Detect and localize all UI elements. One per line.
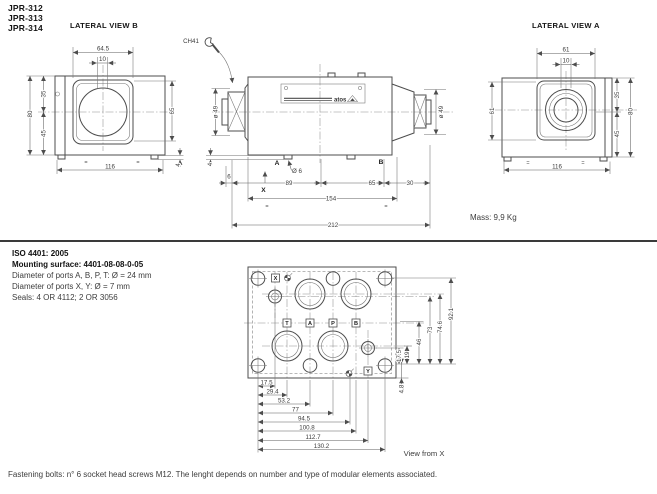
equal-mark: = — [581, 160, 585, 167]
dim-label: 19 — [404, 351, 412, 359]
dim-label: 212 — [327, 222, 339, 230]
dim-label: 73 — [427, 326, 435, 334]
equal-mark: = — [526, 160, 530, 167]
dim-label: 89 — [285, 180, 293, 188]
mounting-surface-code: Mounting surface: 4401-08-08-0-05 — [12, 260, 144, 269]
dim-label: Ø 6 — [292, 168, 302, 175]
dim-label: 116 — [552, 163, 562, 171]
port-label-y: Y — [366, 369, 370, 376]
datum-symbol — [285, 273, 293, 281]
dim-label: 10 — [99, 56, 106, 63]
port-b-label: B — [378, 159, 384, 166]
dim-label: 65 — [368, 180, 376, 188]
dim-label: 10 — [562, 57, 570, 65]
dim-label: 17.5 — [396, 349, 404, 363]
dim-label: 154 — [325, 195, 337, 203]
dim-label: 17.5 — [260, 379, 273, 387]
dim-label: 112.7 — [305, 433, 321, 441]
port-label-a: A — [307, 321, 313, 328]
subplate-outline — [248, 267, 396, 378]
iso-title: ISO 4401: 2005 — [12, 249, 69, 258]
dim-label: 61 — [489, 107, 497, 115]
brand-logo: atos — [334, 97, 347, 104]
front-view-drawing — [183, 38, 455, 229]
equal-mark: = — [384, 204, 388, 210]
port-label-x: X — [273, 276, 278, 283]
datum-symbol — [346, 369, 354, 377]
dim-label: 29.4 — [266, 388, 279, 396]
lateral-view-a-drawing — [488, 47, 637, 175]
seals-spec: Seals: 4 OR 4112; 2 OR 3056 — [12, 293, 118, 302]
dim-label: 45 — [40, 130, 48, 137]
lateral-view-b-title: LATERAL VIEW B — [70, 21, 139, 30]
iso-info-block — [12, 248, 152, 303]
lateral-view-a-title: LATERAL VIEW A — [532, 21, 600, 30]
dim-label: 92.1 — [448, 307, 456, 321]
dim-label: 130.2 — [313, 442, 330, 450]
dim-label: 65 — [169, 107, 177, 115]
model-code: JPR-314 — [8, 23, 43, 33]
equal-mark: = — [84, 160, 88, 166]
dim-label: 6 — [227, 173, 231, 181]
dim-label: 100.8 — [299, 424, 315, 432]
wrench-icon — [205, 38, 219, 53]
dim-label: 35 — [40, 90, 48, 98]
dim-label: ø 49 — [438, 105, 445, 119]
ports-main-diameter: Diameter of ports A, B, P, T: Ø = 24 mm — [12, 271, 152, 280]
dim-label: 80 — [27, 110, 35, 118]
bolt-holes — [249, 270, 394, 375]
model-codes — [8, 3, 43, 33]
port-label-b: B — [353, 321, 359, 328]
dim-label: 80 — [627, 108, 635, 115]
mass-label: Mass: 9,9 Kg — [470, 213, 517, 222]
dim-label: ø 49 — [212, 105, 220, 119]
equal-mark: = — [136, 160, 140, 166]
dim-label: 4 — [207, 162, 214, 167]
port-y — [359, 339, 377, 357]
port-a-label: A — [274, 160, 280, 167]
dim-label: 30 — [406, 180, 414, 188]
model-code: JPR-312 — [8, 3, 43, 13]
axis-x-label: X — [261, 187, 266, 194]
port-label-p: P — [331, 321, 335, 328]
dim-label: 116 — [105, 163, 115, 171]
mounting-surface-drawing — [244, 267, 456, 458]
dim-label: 64.5 — [96, 45, 110, 53]
dim-label: 77 — [292, 406, 299, 414]
port-x — [266, 288, 284, 306]
dim-label: 4 — [175, 163, 182, 167]
ports-xy-diameter: Diameter of ports X, Y: Ø = 7 mm — [12, 282, 130, 291]
dim-label: 35 — [614, 91, 622, 99]
model-code: JPR-313 — [8, 13, 43, 23]
dim-label: 46 — [416, 338, 424, 346]
wrench-size-label: CH41 — [183, 38, 199, 45]
dim-label: 94.5 — [297, 415, 311, 423]
section-divider — [0, 240, 657, 242]
dim-label: 53.2 — [277, 397, 291, 405]
view-from-x-caption: View from X — [403, 449, 445, 458]
lateral-view-b-drawing — [27, 46, 184, 175]
dim-label: 61 — [562, 46, 570, 54]
footer-note: Fastening bolts: n° 6 socket head screws M12. The lenght depends on number and type of modular elements associated. — [8, 470, 438, 479]
equal-mark: = — [265, 204, 269, 210]
dim-label: 45 — [614, 130, 622, 138]
port-label-t: T — [285, 321, 289, 328]
dim-label: 4.8 — [398, 384, 406, 394]
dim-label: 74.6 — [437, 320, 445, 334]
